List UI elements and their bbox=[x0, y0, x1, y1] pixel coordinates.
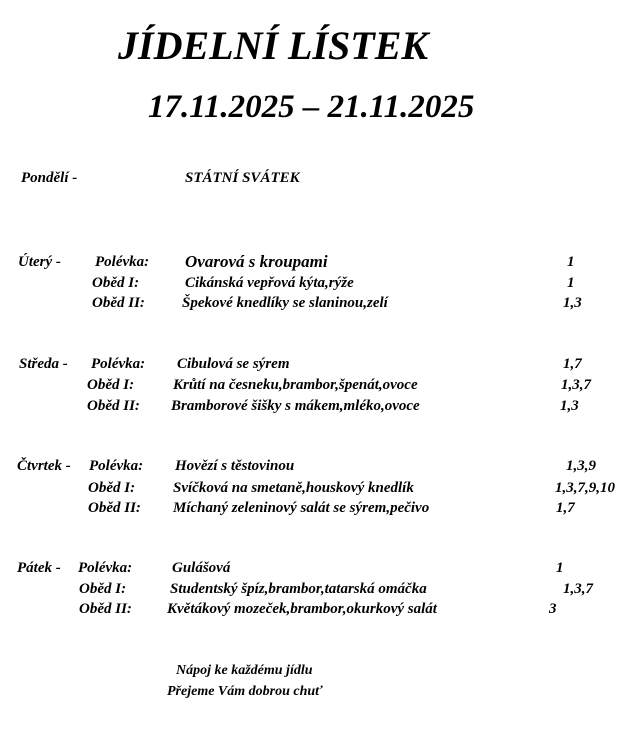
dish-name: Cikánská vepřová kýta,rýže bbox=[185, 275, 354, 291]
item-label: Polévka: bbox=[95, 254, 150, 270]
dish-name: Krůtí na česneku,brambor,špenát,ovoce bbox=[173, 377, 418, 393]
dish-name: Květákový mozeček,brambor,okurkový salát bbox=[167, 601, 437, 617]
allergens: 3 bbox=[549, 601, 557, 617]
day-monday: Pondělí - bbox=[21, 170, 78, 186]
holiday-note: STÁTNÍ SVÁTEK bbox=[185, 170, 300, 186]
date-range: 17.11.2025 – 21.11.2025 bbox=[148, 89, 475, 125]
allergens: 1,3,7 bbox=[563, 581, 593, 597]
allergens: 1,7 bbox=[556, 500, 575, 516]
day-tuesday: Úterý - bbox=[18, 254, 61, 270]
greeting-note: Přejeme Vám dobrou chuť bbox=[167, 684, 323, 699]
allergens: 1 bbox=[556, 560, 564, 576]
item-label: Oběd I: bbox=[87, 377, 135, 393]
dish-name: Ovarová s kroupami bbox=[185, 252, 328, 271]
allergens: 1 bbox=[567, 275, 575, 291]
allergens: 1,3 bbox=[563, 295, 582, 311]
item-label: Oběd II: bbox=[87, 398, 140, 414]
allergens: 1,3,9 bbox=[566, 458, 596, 474]
dish-name: Hovězí s těstovinou bbox=[175, 458, 295, 474]
dish-name: Studentský špíz,brambor,tatarská omáčka bbox=[170, 581, 427, 597]
allergens: 1 bbox=[567, 254, 575, 270]
allergens: 1,7 bbox=[563, 356, 582, 372]
drink-note: Nápoj ke každému jídlu bbox=[176, 663, 313, 678]
item-label: Oběd I: bbox=[92, 275, 140, 291]
allergens: 1,3,7,9,10 bbox=[555, 480, 615, 496]
item-label: Oběd I: bbox=[79, 581, 127, 597]
day-thursday: Čtvrtek - bbox=[17, 458, 71, 474]
dish-name: Gulášová bbox=[172, 560, 231, 576]
dish-name: Cibulová se sýrem bbox=[177, 356, 290, 372]
allergens: 1,3,7 bbox=[561, 377, 591, 393]
item-label: Oběd II: bbox=[79, 601, 132, 617]
item-label: Polévka: bbox=[91, 356, 146, 372]
dish-name: Bramborové šišky s mákem,mléko,ovoce bbox=[171, 398, 420, 414]
dish-name: Míchaný zeleninový salát se sýrem,pečivo bbox=[173, 500, 430, 516]
day-wednesday: Středa - bbox=[19, 356, 68, 372]
item-label: Polévka: bbox=[89, 458, 144, 474]
dish-name: Špekové knedlíky se slaninou,zelí bbox=[182, 295, 388, 311]
allergens: 1,3 bbox=[560, 398, 579, 414]
item-label: Polévka: bbox=[78, 560, 133, 576]
item-label: Oběd II: bbox=[88, 500, 141, 516]
menu-title: JÍDELNÍ LÍSTEK bbox=[118, 23, 429, 68]
day-friday: Pátek - bbox=[17, 560, 61, 576]
item-label: Oběd II: bbox=[92, 295, 145, 311]
dish-name: Svíčková na smetaně,houskový knedlík bbox=[173, 480, 414, 496]
item-label: Oběd I: bbox=[88, 480, 136, 496]
